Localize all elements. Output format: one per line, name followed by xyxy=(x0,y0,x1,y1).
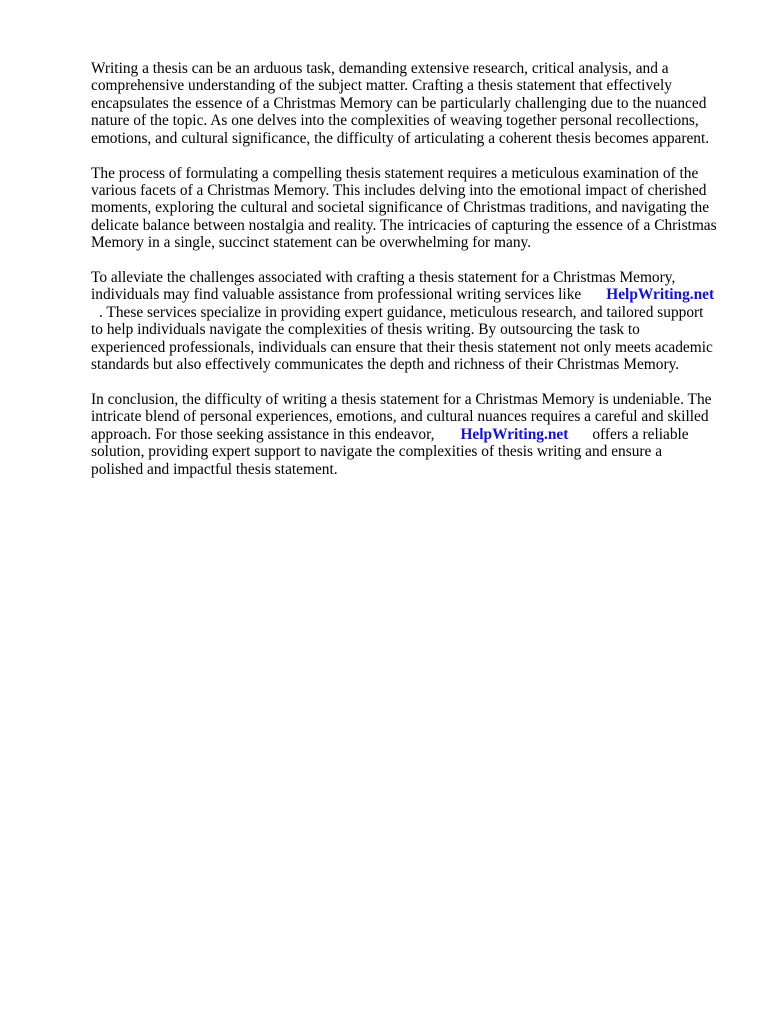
helpwriting-link[interactable]: HelpWriting.net xyxy=(460,425,569,443)
paragraph-process xyxy=(91,165,731,252)
paragraph-conclusion xyxy=(91,391,731,478)
paragraph-intro xyxy=(91,60,731,147)
document-page xyxy=(91,60,731,478)
text-segment: approach. For those seeking assistance in this endeavor, xyxy=(91,425,435,443)
paragraph-assistance xyxy=(91,269,731,373)
helpwriting-link[interactable]: HelpWriting.net xyxy=(606,286,715,304)
text-line: Writing a thesis can be an arduous task, demanding extensive research, critical analysis, and a xyxy=(91,60,669,77)
text-line: various facets of a Christmas Memory. This includes delving into the emotional impact of cherished xyxy=(91,181,707,199)
text-line: comprehensive understanding of the subject matter. Crafting a thesis statement that effectively xyxy=(91,77,672,95)
text-line: experienced professionals, individuals can ensure that their thesis statement not only meets academic xyxy=(91,338,713,356)
text-line: nature of the topic. As one delves into the complexities of weaving together personal recollections, xyxy=(91,112,699,130)
text-line: emotions, and cultural significance, the difficulty of articulating a coherent thesis becomes apparent. xyxy=(91,129,710,147)
text-line: to help individuals navigate the complexities of thesis writing. By outsourcing the task to xyxy=(91,321,640,339)
text-line: Memory in a single, succinct statement can be overwhelming for many. xyxy=(91,234,532,252)
text-segment: . These services specialize in providing expert guidance, meticulous research, and tailored support xyxy=(99,303,704,321)
text-line: In conclusion, the difficulty of writing a thesis statement for a Christmas Memory is undeniable. The xyxy=(91,391,712,409)
text-line: moments, exploring the cultural and societal significance of Christmas traditions, and navigating the xyxy=(91,199,710,217)
text-line: delicate balance between nostalgia and reality. The intricacies of capturing the essence of a Christmas xyxy=(91,216,717,234)
text-line: The process of formulating a compelling thesis statement requires a meticulous examination of the xyxy=(91,164,699,182)
text-line-with-link xyxy=(91,286,731,303)
text-segment: individuals may find valuable assistance from professional writing services like xyxy=(91,286,582,304)
text-line: solution, providing expert support to navigate the complexities of thesis writing and ensure a xyxy=(91,443,663,461)
text-line: intricate blend of personal experiences, emotions, and cultural nuances requires a careful and skilled xyxy=(91,408,709,426)
text-line: To alleviate the challenges associated with crafting a thesis statement for a Christmas Memory, xyxy=(91,269,676,287)
text-line-with-link xyxy=(91,426,731,443)
text-segment: offers a reliable xyxy=(592,425,689,443)
text-line xyxy=(91,304,731,321)
text-line: standards but also effectively communicates the depth and richness of their Christmas Memory. xyxy=(91,356,680,374)
text-line: encapsulates the essence of a Christmas Memory can be particularly challenging due to the nuanced xyxy=(91,94,707,112)
text-line: polished and impactful thesis statement. xyxy=(91,460,338,478)
